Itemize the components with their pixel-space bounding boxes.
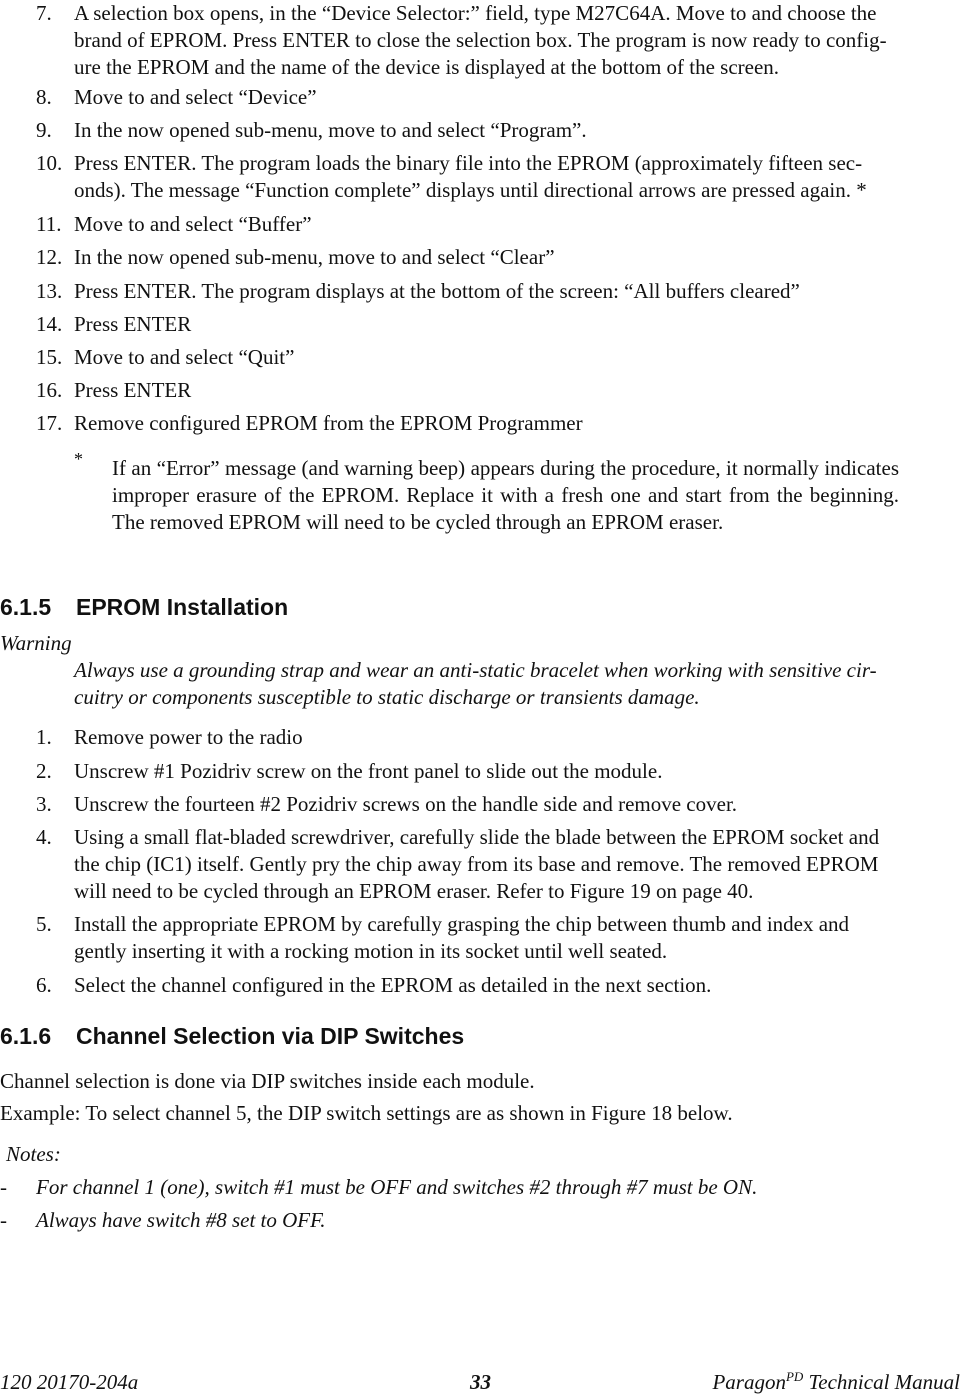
step-number: 10. [36,151,63,175]
note-text: For channel 1 (one), switch #1 must be OFF and switches #2 through #7 must be ON. [36,1175,758,1199]
section-heading-6-1-6 [0,1023,964,1051]
step-text: Select the channel configured in the EPROM as detailed in the next section. [74,973,712,997]
step-number: 1. [36,725,52,749]
step-text: Remove power to the radio [74,725,303,749]
manual-suffix: Technical Manual [803,1370,960,1394]
step-text: A selection box opens, in the “Device Selector:” field, type M27C64A. Move to and choose the brand of EPROM. Press ENTER to close the selection box. The program is now ready to config- ure the EPROM and the name of the device is displayed at the bottom of the screen. [74,1,887,79]
step-text: Press ENTER [74,312,192,336]
section-number: 6.1.5 [0,594,52,620]
step-text: Press ENTER. The program displays at the bottom of the screen: “All buffers cleared” [74,279,800,303]
manual-superscript: PD [785,1369,804,1384]
step-text: Press ENTER. The program loads the binary file into the EPROM (approximately fifteen sec- onds). The message “Function complete” displays until directional arrows are pressed again. * [74,151,867,202]
footnote-text: If an “Error” message (and warning beep) appears during the procedure, it normally indicates improper erasure of the EPROM. Replace it with a fresh one and start from the beginning. The removed EPROM will need to be cycled through an EPROM eraser. [112,456,899,534]
step-text: Press ENTER [74,378,192,402]
step-text: Move to and select “Device” [74,85,317,109]
step-text: Install the appropriate EPROM by carefully grasping the chip between thumb and index and gently inserting it with a rocking motion in its socket until well seated. [74,912,850,963]
footnote-marker: * [74,449,83,469]
step-text: In the now opened sub-menu, move to and select “Program”. [74,118,587,142]
footer-manual-title [712,1369,960,1396]
step-number: 12. [36,245,63,269]
step-text: Using a small flat-bladed screwdriver, carefully slide the blade between the EPROM socket and the chip (IC1) itself. Gently pry the chip away from its base and remove. The removed EPROM will need to be cycled through an EPROM eraser. Refer to Figure 19 on page 40. [74,825,880,903]
step-number: 16. [36,378,63,402]
step-number: 14. [36,312,63,336]
step-number: 2. [36,759,52,783]
step-text: Move to and select “Buffer” [74,212,312,236]
step-number: 6. [36,973,52,997]
note-dash: - [0,1208,7,1232]
paragraph: Example: To select channel 5, the DIP switch settings are as shown in Figure 18 below. [0,1101,733,1125]
step-text: In the now opened sub-menu, move to and select “Clear” [74,245,555,269]
step-number: 8. [36,85,52,109]
step-number: 11. [36,212,62,236]
step-text: Move to and select “Quit” [74,345,295,369]
paragraph: Channel selection is done via DIP switches inside each module. [0,1069,535,1093]
step-number: 4. [36,825,52,849]
warning-label: Warning [0,631,72,655]
section-title: EPROM Installation [76,594,289,620]
notes-label: Notes: [6,1142,61,1166]
footer-page-number: 33 [470,1370,491,1394]
step-text: Remove configured EPROM from the EPROM Programmer [74,411,583,435]
footer-doc-number: 120 20170-204a [0,1370,139,1394]
section-number: 6.1.6 [0,1023,52,1049]
manual-name: Paragon [712,1370,786,1394]
section-title: Channel Selection via DIP Switches [76,1023,465,1049]
note-dash: - [0,1175,7,1199]
section-heading-6-1-5 [0,594,964,622]
step-number: 7. [36,1,52,25]
step-number: 13. [36,279,63,303]
step-number: 17. [36,411,63,435]
note-text: Always have switch #8 set to OFF. [36,1208,326,1232]
step-text: Unscrew #1 Pozidriv screw on the front panel to slide out the module. [74,759,663,783]
step-number: 5. [36,912,52,936]
step-number: 3. [36,792,52,816]
step-text: Unscrew the fourteen #2 Pozidriv screws on the handle side and remove cover. [74,792,738,816]
step-number: 9. [36,118,52,142]
step-number: 15. [36,345,63,369]
warning-text: Always use a grounding strap and wear an anti-static bracelet when working with sensitive cir- cuitry or components susceptible to static discharge or transients damage. [74,658,877,709]
